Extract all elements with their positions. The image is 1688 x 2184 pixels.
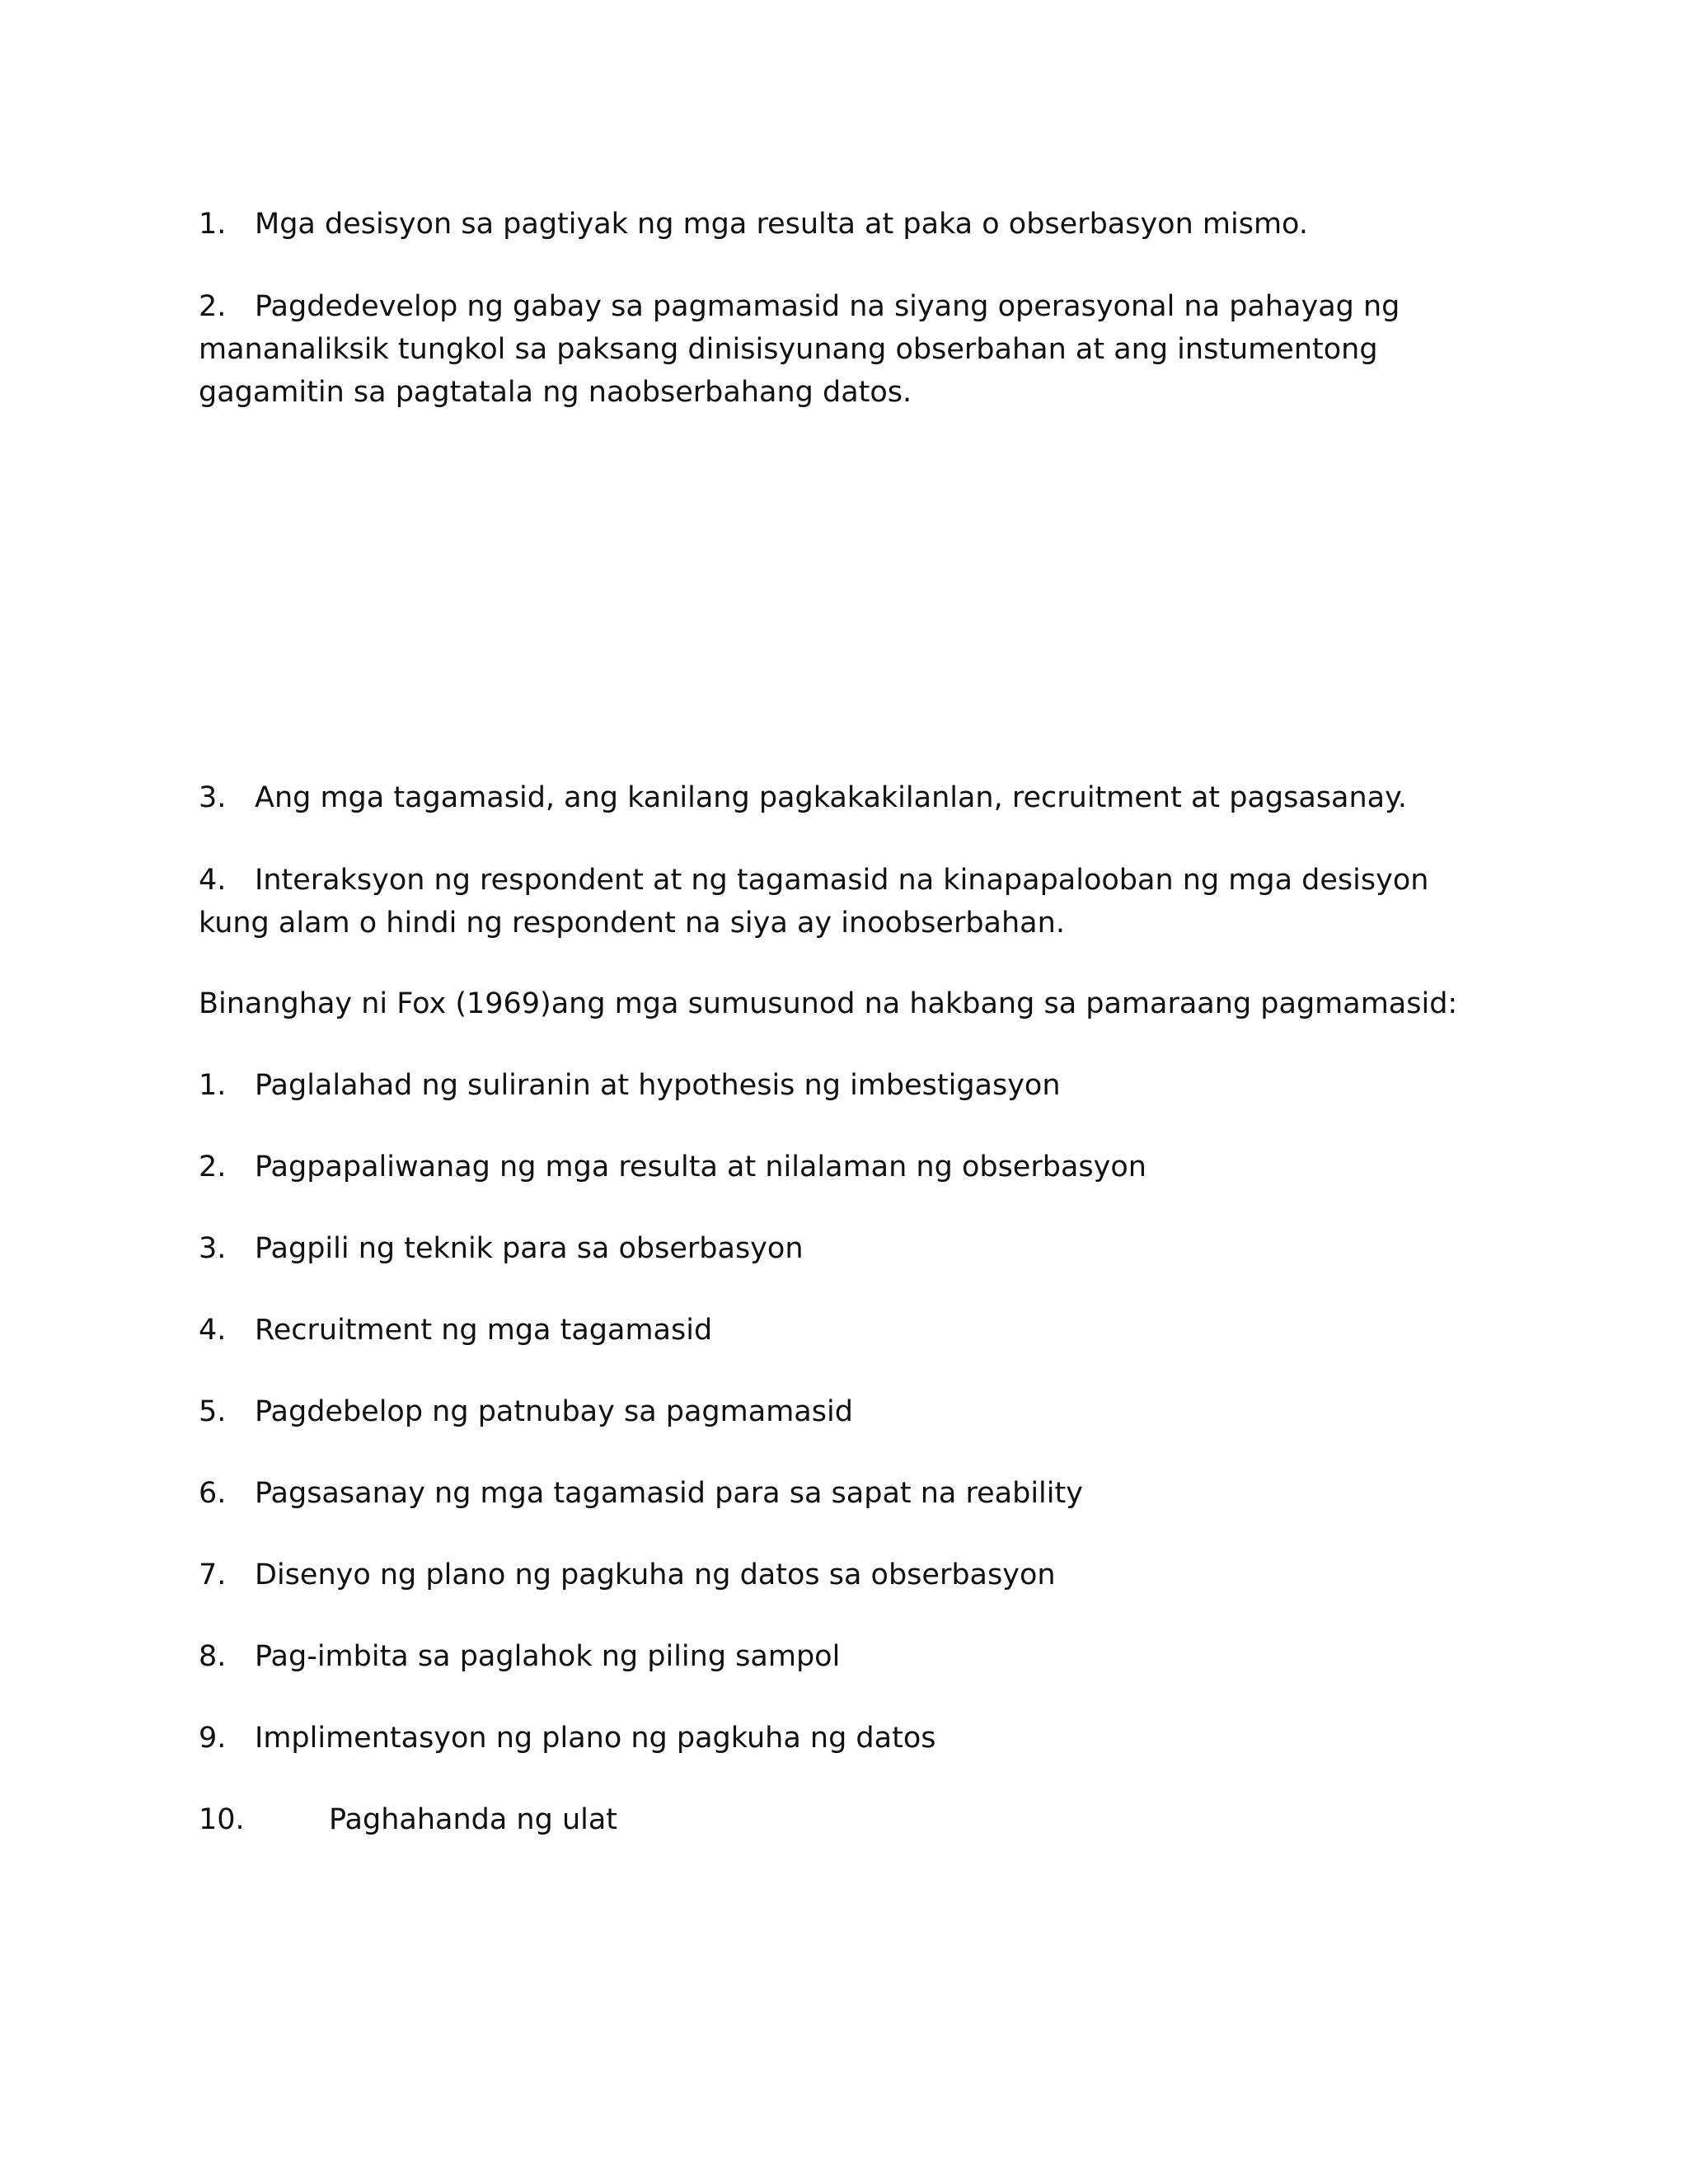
step-item [199,1635,1501,1678]
step-item [199,1390,1501,1433]
step-number: 9. [199,1722,227,1755]
step-text: Pagpili ng teknik para sa obserbasyon [255,1232,804,1265]
step-text: Pag-imbita sa paglahok ng piling sampol [255,1640,841,1673]
item-text: Interaksyon ng respondent at ng tagamasid na kinapapalooban ng mga desisyon kung alam o hindi ng respondent na siya ay inoobserbahan. [199,864,1429,940]
step-item [199,1146,1501,1188]
step-number: 3. [199,1232,227,1265]
step-number: 5. [199,1395,227,1428]
step-item [199,1227,1501,1270]
step-number: 1. [199,1069,227,1102]
step-number: 10. [199,1803,245,1836]
step-item [199,1798,1501,1841]
step-number: 6. [199,1477,227,1510]
item-number: 2. [199,290,227,323]
item-text: Ang mga tagamasid, ang kanilang pagkakakilanlan, recruitment at pagsasanay. [255,781,1407,814]
step-text: Implimentasyon ng plano ng pagkuha ng datos [255,1722,936,1755]
item-text: Pagdedevelop ng gabay sa pagmamasid na siyang operasyonal na pahayag ng mananaliksik tungkol sa paksang dinisisyunang obserbahan at ang instumentong gagamitin sa pagtatala ng naobserbahang datos. [199,290,1400,409]
step-item [199,1717,1501,1760]
list-item [199,776,1501,819]
intro-paragraph: Binanghay ni Fox (1969)ang mga sumusunod na hakbang sa pamaraang pagmamasid: [199,987,1458,1020]
step-text: Pagpapaliwanag ng mga resulta at nilalaman ng obserbasyon [255,1151,1146,1183]
step-number: 2. [199,1151,227,1183]
item-number: 4. [199,864,227,897]
step-text: Paglalahad ng suliranin at hypothesis ng imbestigasyon [255,1069,1061,1102]
step-text: Recruitment ng mga tagamasid [255,1314,713,1347]
step-text: Pagsasanay ng mga tagamasid para sa sapat na reability [255,1477,1083,1510]
step-item [199,1554,1501,1596]
step-item [199,1064,1501,1107]
item-text: Mga desisyon sa pagtiyak ng mga resulta at paka o obserbasyon mismo. [255,208,1308,241]
list-item [199,859,1501,944]
step-item [199,1309,1501,1352]
step-text: Disenyo ng plano ng pagkuha ng datos sa obserbasyon [255,1558,1056,1591]
step-number: 4. [199,1314,227,1347]
item-number: 1. [199,208,227,241]
list-item [199,203,1501,246]
step-number: 7. [199,1558,227,1591]
step-number: 8. [199,1640,227,1673]
step-text: Pagdebelop ng patnubay sa pagmamasid [255,1395,853,1428]
step-text: Paghahanda ng ulat [329,1803,618,1836]
list-item [199,285,1501,414]
step-item [199,1472,1501,1515]
item-number: 3. [199,781,227,814]
